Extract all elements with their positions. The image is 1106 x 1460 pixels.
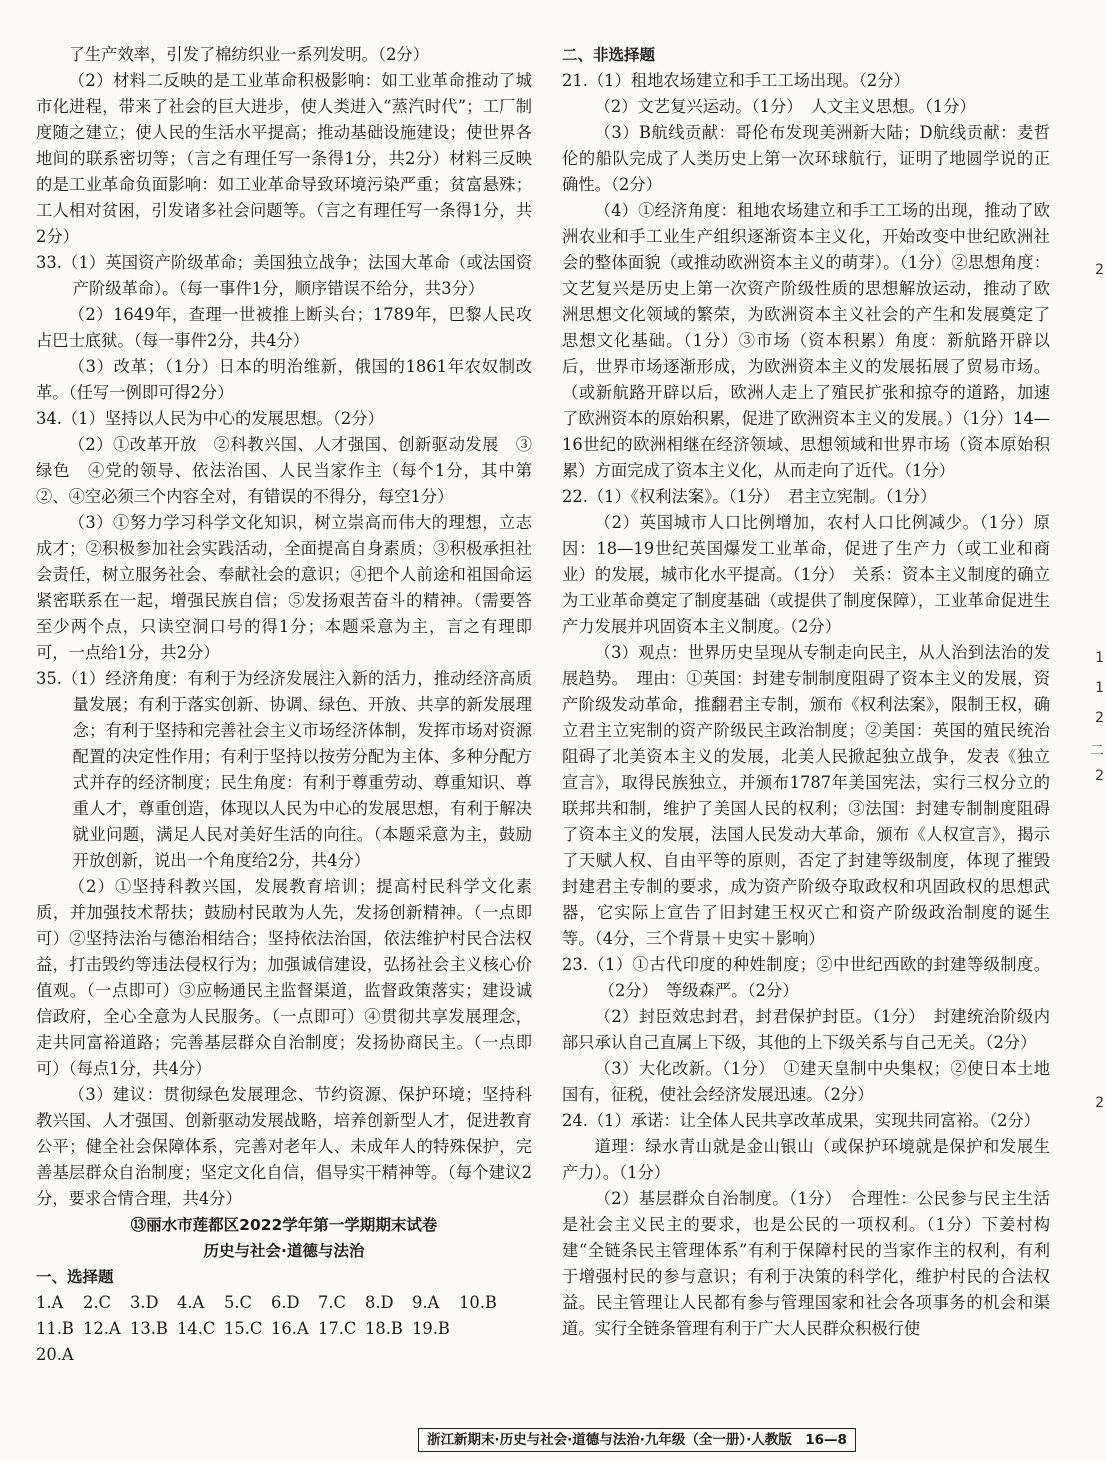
edge-mark: 二 [1090, 743, 1104, 759]
right-column [562, 42, 1050, 1342]
left-column [36, 42, 532, 1368]
choice-answer: 12.A [83, 1319, 121, 1338]
choice-answer: 16.A [271, 1319, 309, 1338]
choice-answer: 3.D [130, 1293, 159, 1312]
answer-paragraph: 35.（1）经济角度：有利于为经济发展注入新的活力，推动经济高质量发展；有利于落实创新、协调、绿色、开放、共享的新发展理念；有利于坚持和完善社会主义市场经济体制，发挥市场对资源配置的决定性作用；有利于坚持以按劳分配为主体、多种分配方式并存的经济制度；民生角度：有利于尊重劳动、尊重知识、尊重人才，尊重创造，体现以人民为中心的发展思想，有利于解决就业问题，满足人民对美好生活的向往。（本题采意为主，鼓励开放创新，说出一个角度给2分，共4分） [36, 669, 532, 870]
section-heading: ⑬丽水市莲都区2022学年第一学期期末试卷 [130, 1216, 438, 1234]
answer-paragraph: 22.（1）《权利法案》。（1分） 君主立宪制。（1分） [562, 487, 937, 506]
choice-answer: 10.B [459, 1293, 497, 1312]
choice-answer: 17.C [318, 1319, 357, 1338]
answer-paragraph: （2）①坚持科教兴国，发展教育培训；提高村民科学文化素质，并加强技术帮扶；鼓励村民敢为人先，发扬创新精神。（一点即可）②坚持法治与德治相结合；坚持依法治国，依法维护村民合法权益，打击毁约等违法侵权行为；加强诚信建设，弘扬社会主义核心价值观。（一点即可）③应畅通民主监督渠道，监督政策落实；建设诚信政府，全心全意为人民服务。（一点即可）④贯彻共享发展理念，走共同富裕道路；完善基层群众自治制度；发扬协商民主。（一点即可）（每点1分，共4分） [36, 877, 532, 1078]
choice-answer: 7.C [318, 1293, 346, 1312]
page-footer: 浙江新期末·历史与社会·道德与法治·九年级（全一册）·人教版 16—8 [418, 1428, 856, 1452]
answer-paragraph: 33.（1）英国资产阶级革命；美国独立战争；法国大革命（或法国资产阶级革命）。（每一事件1分，顺序错误不给分，共3分） [36, 253, 532, 298]
section-heading: 二、非选择题 [562, 46, 656, 64]
choice-answer: 4.A [177, 1293, 205, 1312]
answer-paragraph: 21.（1）租地农场建立和手工工场出现。（2分） [562, 71, 910, 90]
answer-paragraph: （3）建议：贯彻绿色发展理念、节约资源、保护环境；坚持科教兴国、人才强国、创新驱动发展战略，培养创新型人才，促进教育公平；健全社会保障体系，完善对老年人、未成年人的特殊保护，完善基层群众自治制度；坚定文化自信，倡导实干精神等。（每个建议2分，要求合情合理，共4分） [36, 1085, 532, 1208]
answer-paragraph: 道理：绿水青山就是金山银山（或保护环境就是保护和发展生产力）。（1分） [562, 1137, 1050, 1182]
answer-paragraph: 34.（1）坚持以人民为中心的发展思想。（2分） [36, 409, 384, 428]
answer-paragraph: （2）1649年，查理一世被推上断头台；1789年，巴黎人民攻占巴士底狱。（每一事件2分，共4分） [36, 305, 532, 350]
choice-answer: 20.A [36, 1345, 74, 1364]
choice-answer: 1.A [36, 1293, 64, 1312]
answer-paragraph: （2）英国城市人口比例增加，农村人口比例减少。（1分）原因：18—19世纪英国爆发工业革命，促进了生产力（或工业和商业）的发展，城市化水平提高。（1分） 关系：资本主义制度的确立为工业革命奠定了制度基础（或提供了制度保障），工业革命促进生产力发展并巩固资本主义制度。（2分） [562, 513, 1050, 636]
choice-answer: 13.B [130, 1319, 168, 1338]
answer-paragraph: （2）文艺复兴运动。（1分） 人文主义思想。（1分） [594, 97, 976, 116]
choice-answer-row [36, 1342, 532, 1368]
answer-paragraph: （2）封臣效忠封君，封君保护封臣。（1分） 封建统治阶级内部只承认自己直属上下级，其他的上下级关系与自己无关。（2分） [562, 1007, 1050, 1052]
edge-mark: 1 [1095, 680, 1104, 696]
answer-paragraph: 24.（1）承诺：让全体人民共享改革成果，实现共同富裕。（2分） [562, 1111, 1041, 1130]
choice-answer: 14.C [177, 1319, 216, 1338]
choice-answer: 19.B [412, 1319, 450, 1338]
answer-paragraph: （2）基层群众自治制度。（1分） 合理性：公民参与民主生活是社会主义民主的要求，也是公民的一项权利。（1分）下姜村构建“全链条民主管理体系”有利于保障村民的当家作主的权利，有利于增强村民的参与意识；有利于决策的科学化，维护村民的合法权益。民主管理让人民都有参与管理国家和社会各项事务的机会和渠道。实行全链条管理有利于广大人民群众积极行使 [562, 1189, 1050, 1338]
choice-answer: 5.C [224, 1293, 252, 1312]
answer-paragraph: 了生产效率，引发了棉纺织业一系列发明。（2分） [68, 45, 429, 64]
choice-answer: 6.D [271, 1293, 300, 1312]
answer-paragraph: （3）改革；（1分）日本的明治维新，俄国的1861年农奴制改革。（任写一例即可得2分） [36, 357, 532, 402]
section-heading: 历史与社会·道德与法治 [203, 1242, 365, 1260]
answer-paragraph: （4）①经济角度：租地农场建立和手工工场的出现，推动了欧洲农业和手工业生产组织逐渐资本主义化，开始改变中世纪欧洲社会的整体面貌（或推动欧洲资本主义的萌芽）。（1分）②思想角度：文艺复兴是历史上第一次资产阶级性质的思想解放运动，推动了欧洲思想文化领域的繁荣，为欧洲资本主义社会的产生和发展奠定了思想文化基础。（1分）③市场（资本积累）角度：新航路开辟以后，世界市场逐渐形成，为欧洲资本主义的发展拓展了贸易市场。（或新航路开辟以后，欧洲人走上了殖民扩张和掠夺的道路，加速了欧洲资本的原始积累，促进了欧洲资本主义的发展。）（1分）14—16世纪的欧洲相继在经济领域、思想领域和世界市场（资本原始积累）方面完成了资本主义化，从而走向了近代。（1分） [562, 201, 1050, 480]
choice-answer: 15.C [224, 1319, 263, 1338]
answer-paragraph: （3）大化改新。（1分） ①建天皇制中央集权；②使日本土地国有，征税，使社会经济发展迅速。（2分） [562, 1059, 1050, 1104]
choice-answer: 8.D [365, 1293, 394, 1312]
answer-paragraph: （3）观点：世界历史呈现从专制走向民主，从人治到法治的发展趋势。 理由：①英国：封建专制制度阻碍了资本主义的发展，资产阶级发动革命，推翻君主专制，颁布《权利法案》，限制王权，确立君主立宪制的资产阶级民主政治制度；②美国：英国的殖民统治阻碍了北美资本主义的发展，北美人民掀起独立战争，发表《独立宣言》，取得民族独立，并颁布1787年美国宪法，实行三权分立的联邦共和制，维护了美国人民的权利；③法国：封建专制制度阻碍了资本主义的发展，法国人民发动大革命，颁布《人权宣言》，揭示了天赋人权、自由平等的原则，否定了封建等级制度，体现了摧毁封建君主专制的要求，成为资产阶级夺取政权和巩固政权的思想武器，它实际上宣告了旧封建王权灭亡和资产阶级政治制度的诞生等。（4分，三个背景＋史实＋影响） [562, 643, 1050, 948]
edge-mark: 2 [1095, 710, 1104, 726]
choice-answer: 2.C [83, 1293, 111, 1312]
choice-answer-row [36, 1290, 532, 1316]
choice-answer: 11.B [36, 1319, 74, 1338]
answer-paragraph: （3）B航线贡献：哥伦布发现美洲新大陆；D航线贡献：麦哲伦的船队完成了人类历史上第一次环球航行，证明了地圆学说的正确性。（2分） [562, 123, 1050, 194]
answer-paragraph: （2）①改革开放 ②科教兴国、人才强国、创新驱动发展 ③绿色 ④党的领导、依法治国、人民当家作主（每个1分，其中第②、④空必须三个内容全对，有错误的不得分，每空1分） [36, 435, 532, 506]
edge-mark: 2 [1095, 768, 1104, 784]
choice-answer: 18.B [365, 1319, 403, 1338]
answer-paragraph: 23.（1）①古代印度的种姓制度；②中世纪西欧的封建等级制度。（2分） 等级森严。（2分） [562, 955, 1050, 1000]
section-heading: 一、选择题 [36, 1268, 114, 1286]
answer-paragraph: （3）①努力学习科学文化知识，树立崇高而伟大的理想，立志成才；②积极参加社会实践活动，全面提高自身素质；③积极承担社会责任，树立服务社会、奉献社会的意识；④把个人前途和祖国命运紧密联系在一起，增强民族自信；⑤发扬艰苦奋斗的精神。（需要答至少两个点，只读空洞口号的得1分；本题采意为主，言之有理即可，一点给1分，共2分） [36, 513, 532, 662]
choice-answer-row [36, 1316, 532, 1342]
choice-answer: 9.A [412, 1293, 440, 1312]
edge-mark: 1 [1095, 650, 1104, 666]
edge-mark: 2 [1095, 1095, 1104, 1111]
answer-paragraph: （2）材料二反映的是工业革命积极影响：如工业革命推动了城市化进程，带来了社会的巨大进步，使人类进入“蒸汽时代”；工厂制度随之建立；使人民的生活水平提高；推动基础设施建设；使世界各地间的联系密切等；（言之有理任写一条得1分，共2分）材料三反映的是工业革命负面影响：如工业革命导致环境污染严重；贫富悬殊；工人相对贫困，引发诸多社会问题等。（言之有理任写一条得1分，共2分） [36, 71, 532, 246]
edge-mark: 2 [1095, 262, 1104, 278]
